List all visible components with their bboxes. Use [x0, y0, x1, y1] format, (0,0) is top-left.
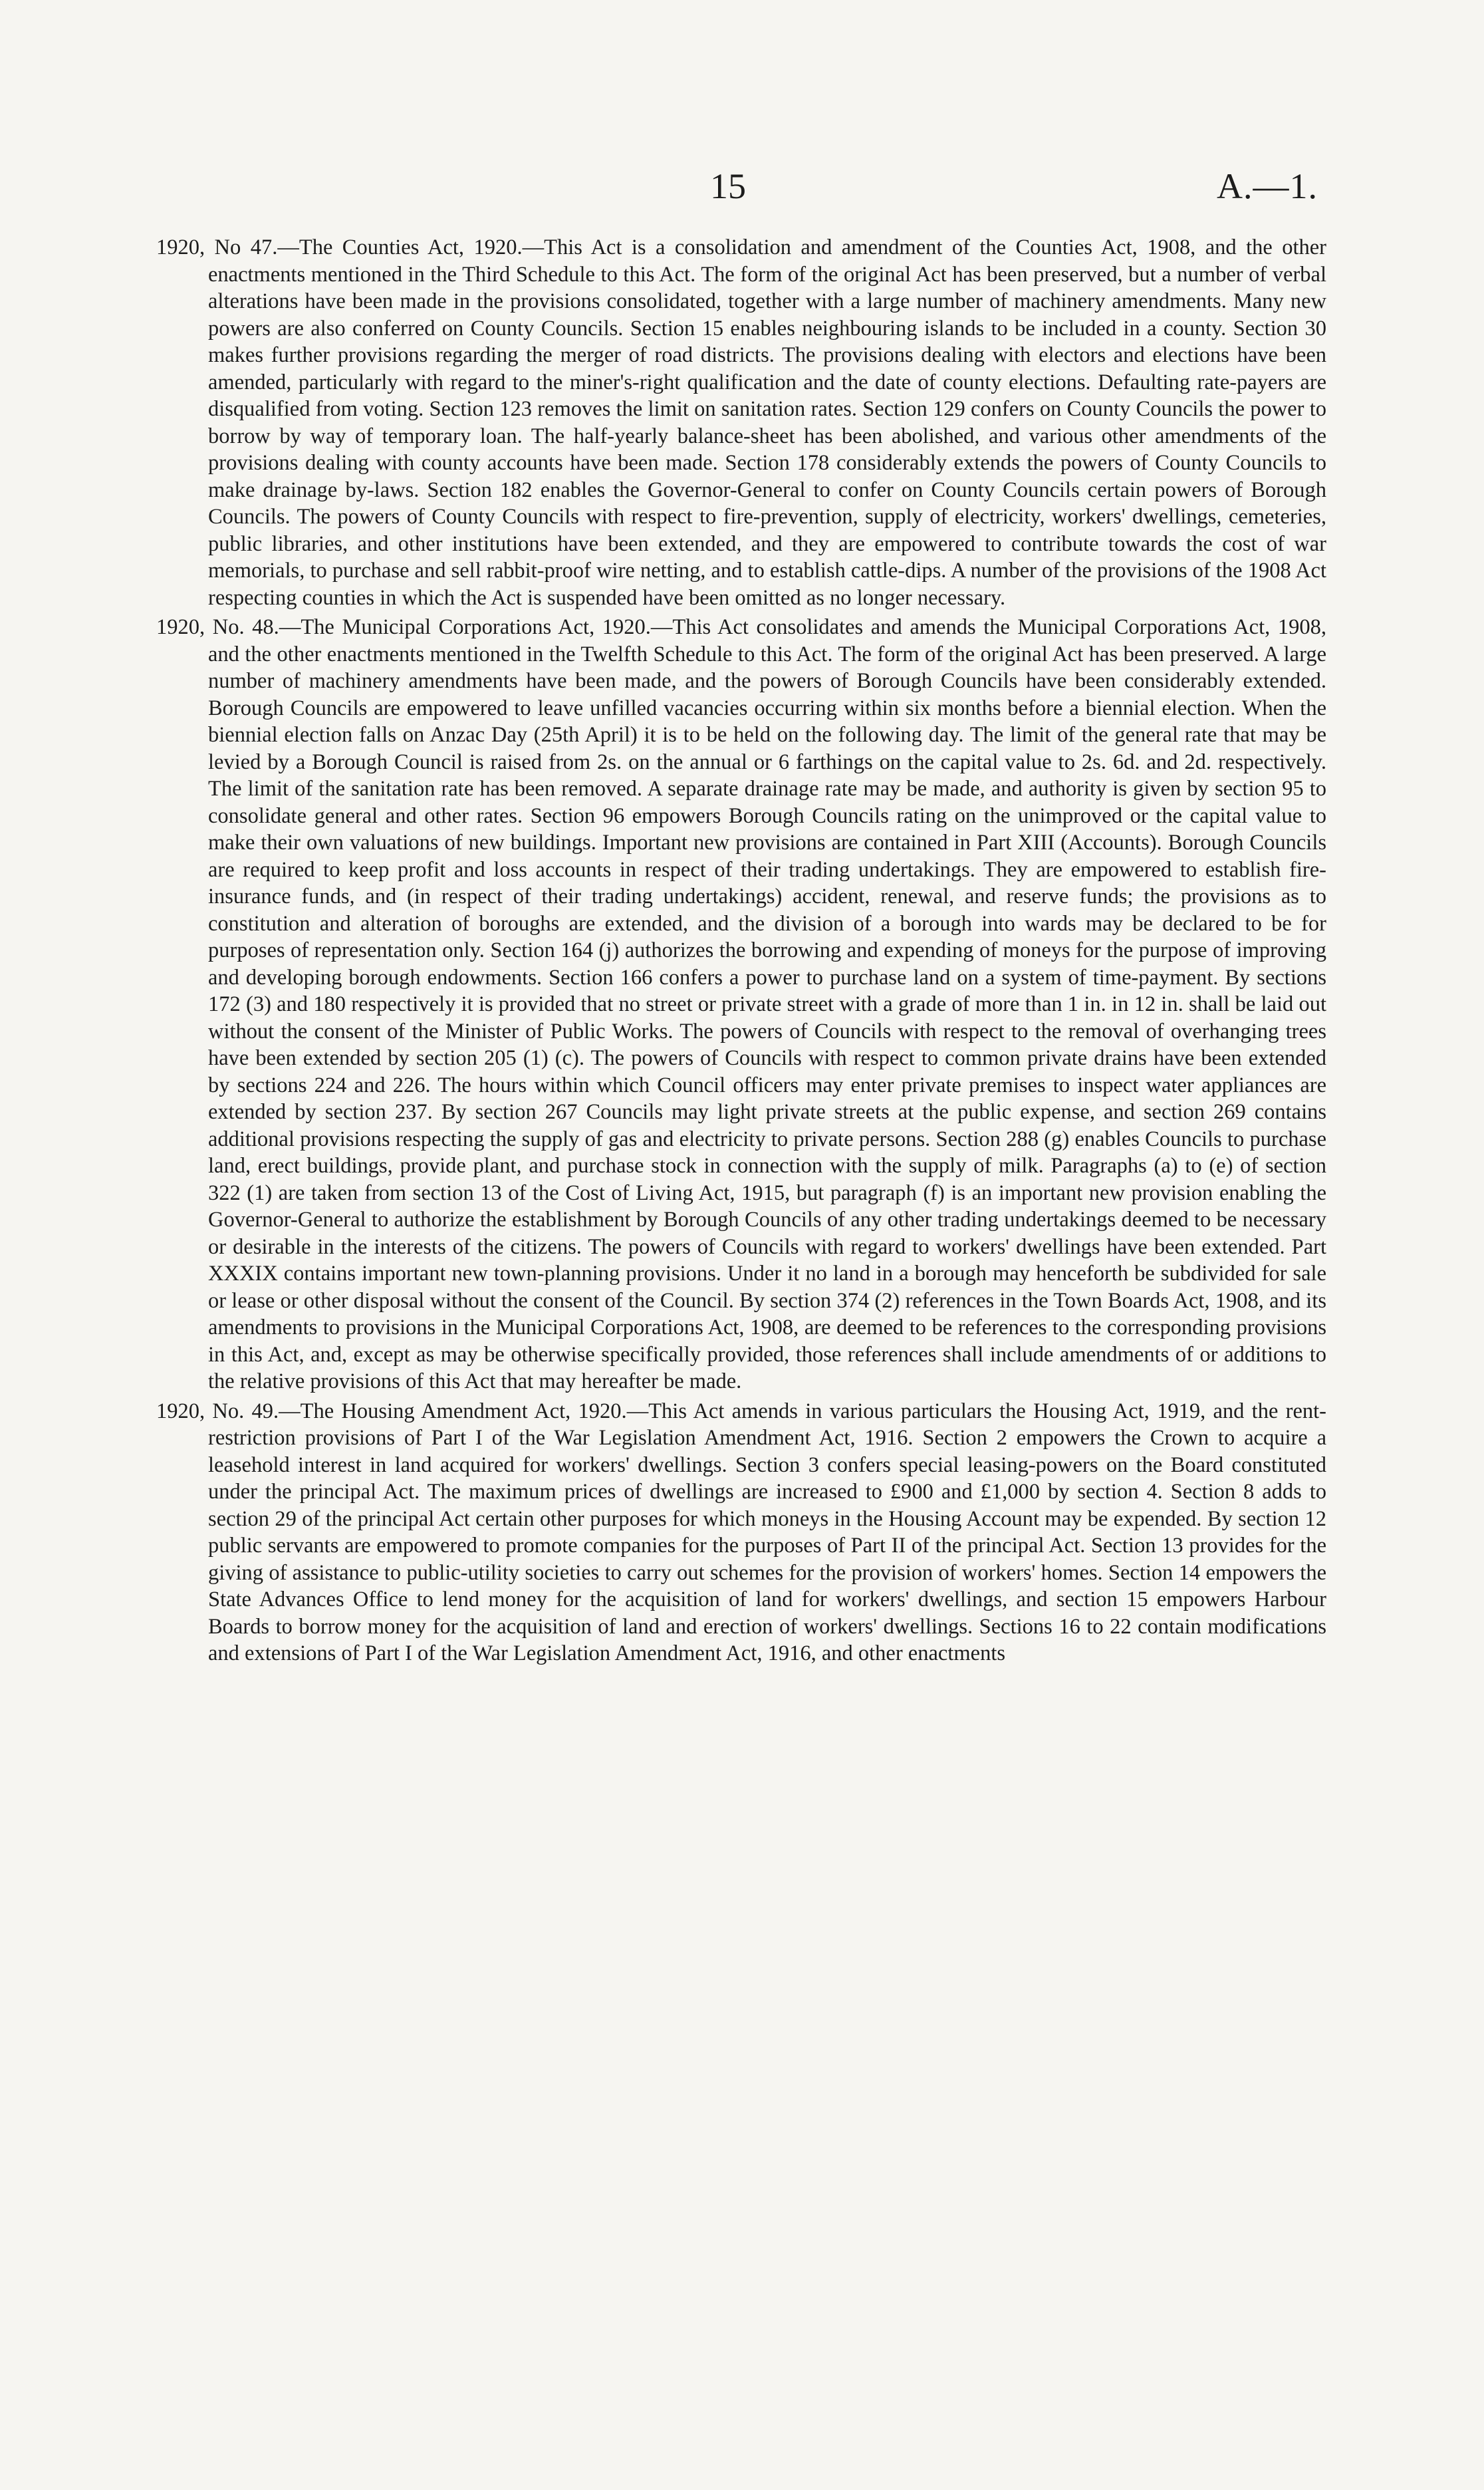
- act-summary: This Act amends in various particulars the Housing Act, 1919, and the rent-restriction provisions of Part I of the War Legislation Amendment Act, 1916. Section 2 empowers the Crown to acquire a leasehold interest in land acquired for workers' dwellings. Section 3 confers special leasing-powers on the Board constituted under the principal Act. The maximum prices of dwellings are increased to £900 and £1,000 by section 4. Section 8 adds to section 29 of the principal Act certain other purposes for which moneys in the Housing Account may be expended. By section 12 public servants are empowered to promote companies for the purposes of Part II of the principal Act. Section 13 provides for the giving of assistance to public-utility societies to carry out schemes for the provision of workers' homes. Section 14 empowers the State Advances Office to lend money for the acquisition of land for workers' dwellings, and section 15 empowers Harbour Boards to borrow money for the acquisition of land and erection of workers' dwellings. Sections 16 to 22 contain modifications and extensions of Part I of the War Legislation Amendment Act, 1916, and other enactments: [208, 1399, 1326, 1665]
- act-summary: This Act is a consolidation and amendment of the Counties Act, 1908, and the other enactments mentioned in the Third Schedule to this Act. The form of the original Act has been preserved, but a number of verbal alterations have been made in the provisions consolidated, together with a large number of machinery amendments. Many new powers are also conferred on County Councils. Section 15 enables neighbouring islands to be included in a county. Section 30 makes further provisions regarding the merger of road districts. The provisions dealing with electors and elections have been amended, particularly with regard to the miner's-right qualification and the date of county elections. Defaulting rate-payers are disqualified from voting. Section 123 removes the limit on sanitation rates. Section 129 confers on County Councils the power to borrow by way of temporary loan. The half-yearly balance-sheet has been abolished, and various other amendments of the provisions dealing with county accounts have been made. Section 178 considerably extends the powers of County Councils to make drainage by-laws. Section 182 enables the Governor-General to confer on County Councils certain powers of Borough Councils. The powers of County Councils with respect to fire-prevention, supply of electricity, workers' dwellings, cemeteries, public libraries, and other institutions have been extended, and they are empowered to contribute towards the cost of war memorials, to purchase and sell rabbit-proof wire netting, and to establish cattle-dips. A number of the provisions of the 1908 Act respecting counties in which the Act is suspended have been omitted as no longer necessary.: [208, 235, 1326, 610]
- act-reference: 1920, No. 49.: [156, 1399, 279, 1423]
- document-body: [156, 234, 1326, 1670]
- act-entry-1920-no-49: 1920, No. 49.—The Housing Amendment Act, 1920.—This Act amends in various particulars the Housing Act, 1919, and the rent-restriction provisions of Part I of the War Legislation Amendment Act, 1916. Section 2 empowers the Crown to acquire a leasehold interest in land acquired for workers' dwellings. Section 3 confers special leasing-powers on the Board constituted under the principal Act. The maximum prices of dwellings are increased to £900 and £1,000 by section 4. Section 8 adds to section 29 of the principal Act certain other purposes for which moneys in the Housing Account may be expended. By section 12 public servants are empowered to promote companies for the purposes of Part II of the principal Act. Section 13 provides for the giving of assistance to public-utility societies to carry out schemes for the provision of workers' homes. Section 14 empowers the State Advances Office to lend money for the acquisition of land for workers' dwellings, and section 15 empowers Harbour Boards to borrow money for the acquisition of land and erection of workers' dwellings. Sections 16 to 22 contain modifications and extensions of Part I of the War Legislation Amendment Act, 1916, and other enactments: [156, 1399, 1326, 1665]
- page-header: [0, 163, 1484, 216]
- act-title: The Counties Act, 1920.: [299, 235, 523, 259]
- act-title: The Housing Amendment Act, 1920.: [300, 1399, 627, 1423]
- act-reference: 1920, No. 48.: [156, 615, 279, 639]
- act-entry-1920-no-48: 1920, No. 48.—The Municipal Corporations Act, 1920.—This Act consolidates and amends the Municipal Corporations Act, 1908, and the other enactments mentioned in the Twelfth Schedule to this Act. The form of the original Act has been preserved. A large number of machinery amendments have been made, and the powers of Borough Councils have been considerably extended. Borough Councils are empowered to leave unfilled vacancies occurring within six months before a biennial election. When the biennial election falls on Anzac Day (25th April) it is to be held on the following day. The limit of the general rate that may be levied by a Borough Council is raised from 2s. on the annual or 6 farthings on the capital value to 2s. 6d. and 2d. respectively. The limit of the sanitation rate has been removed. A separate drainage rate may be made, and authority is given by section 95 to consolidate general and other rates. Section 96 empowers Borough Councils rating on the unimproved or the capital value to make their own valuations of new buildings. Important new provisions are contained in Part XIII (Accounts). Borough Councils are required to keep profit and loss accounts in respect of their trading undertakings. They are empowered to establish fire-insurance funds, and (in respect of their trading undertakings) accident, renewal, and reserve funds; the provisions as to constitution and alteration of boroughs are extended, and the division of a borough into wards may be declared to be for purposes of representation only. Section 164 (j) authorizes the borrowing and expending of moneys for the purpose of improving and developing borough endowments. Section 166 confers a power to purchase land on a system of time-payment. By sections 172 (3) and 180 respectively it is provided that no street or private street with a grade of more than 1 in. in 12 in. shall be laid out without the consent of the Minister of Public Works. The powers of Councils with respect to the removal of overhanging trees have been extended by section 205 (1) (c). The powers of Councils with respect to common private drains have been extended by sections 224 and 226. The hours within which Council officers may enter private premises to inspect water appliances are extended by section 237. By section 267 Councils may light private streets at the public expense, and section 269 contains additional provisions respecting the supply of gas and electricity to private persons. Section 288 (g) enables Councils to purchase land, erect buildings, provide plant, and purchase stock in connection with the supply of milk. Paragraphs (a) to (e) of section 322 (1) are taken from section 13 of the Cost of Living Act, 1915, but paragraph (f) is an important new provision enabling the Governor-General to authorize the establishment by Borough Councils of any other trading undertakings deemed to be necessary or desirable in the interests of the citizens. The powers of Councils with regard to workers' dwellings have been extended. Part XXXIX contains important new town-planning provisions. Under it no land in a borough may henceforth be subdivided for sale or lease or other disposal without the consent of the Council. By section 374 (2) references in the Town Boards Act, 1908, and its amendments to provisions in the Municipal Corporations Act, 1908, are deemed to be references to the corresponding provisions in this Act, and, except as may be otherwise specifically provided, those references shall include amendments of or additions to the relative provisions of this Act that may hereafter be made.: [156, 615, 1326, 1393]
- act-entry-1920-no-47: 1920, No 47.—The Counties Act, 1920.—This Act is a consolidation and amendment of the Counties Act, 1908, and the other enactments mentioned in the Third Schedule to this Act. The form of the original Act has been preserved, but a number of verbal alterations have been made in the provisions consolidated, together with a large number of machinery amendments. Many new powers are also conferred on County Councils. Section 15 enables neighbouring islands to be included in a county. Section 30 makes further provisions regarding the merger of road districts. The provisions dealing with electors and elections have been amended, particularly with regard to the miner's-right qualification and the date of county elections. Defaulting rate-payers are disqualified from voting. Section 123 removes the limit on sanitation rates. Section 129 confers on County Councils the power to borrow by way of temporary loan. The half-yearly balance-sheet has been abolished, and various other amendments of the provisions dealing with county accounts have been made. Section 178 considerably extends the powers of County Councils to make drainage by-laws. Section 182 enables the Governor-General to confer on County Councils certain powers of Borough Councils. The powers of County Councils with respect to fire-prevention, supply of electricity, workers' dwellings, cemeteries, public libraries, and other institutions have been extended, and they are empowered to contribute towards the cost of war memorials, to purchase and sell rabbit-proof wire netting, and to establish cattle-dips. A number of the provisions of the 1908 Act respecting counties in which the Act is suspended have been omitted as no longer necessary.: [156, 235, 1326, 610]
- page-number: 15: [710, 166, 746, 206]
- act-reference: 1920, No 47.: [156, 235, 278, 259]
- act-title: The Municipal Corporations Act, 1920.: [301, 615, 651, 639]
- paper-code: A.—1.: [1217, 166, 1318, 206]
- act-summary: This Act consolidates and amends the Municipal Corporations Act, 1908, and the other enactments mentioned in the Twelfth Schedule to this Act. The form of the original Act has been preserved. A large number of machinery amendments have been made, and the powers of Borough Councils have been considerably extended. Borough Councils are empowered to leave unfilled vacancies occurring within six months before a biennial election. When the biennial election falls on Anzac Day (25th April) it is to be held on the following day. The limit of the general rate that may be levied by a Borough Council is raised from 2s. on the annual or 6 farthings on the capital value to 2s. 6d. and 2d. respectively. The limit of the sanitation rate has been removed. A separate drainage rate may be made, and authority is given by section 95 to consolidate general and other rates. Section 96 empowers Borough Councils rating on the unimproved or the capital value to make their own valuations of new buildings. Important new provisions are contained in Part XIII (Accounts). Borough Councils are required to keep profit and loss accounts in respect of their trading undertakings. They are empowered to establish fire-insurance funds, and (in respect of their trading undertakings) accident, renewal, and reserve funds; the provisions as to constitution and alteration of boroughs are extended, and the division of a borough into wards may be declared to be for purposes of representation only. Section 164 (j) authorizes the borrowing and expending of moneys for the purpose of improving and developing borough endowments. Section 166 confers a power to purchase land on a system of time-payment. By sections 172 (3) and 180 respectively it is provided that no street or private street with a grade of more than 1 in. in 12 in. shall be laid out without the consent of the Minister of Public Works. The powers of Councils with respect to the removal of overhanging trees have been extended by section 205 (1) (c). The powers of Councils with respect to common private drains have been extended by sections 224 and 226. The hours within which Council officers may enter private premises to inspect water appliances are extended by section 237. By section 267 Councils may light private streets at the public expense, and section 269 contains additional provisions respecting the supply of gas and electricity to private persons. Section 288 (g) enables Councils to purchase land, erect buildings, provide plant, and purchase stock in connection with the supply of milk. Paragraphs (a) to (e) of section 322 (1) are taken from section 13 of the Cost of Living Act, 1915, but paragraph (f) is an important new provision enabling the Governor-General to authorize the establishment by Borough Councils of any other trading undertakings deemed to be necessary or desirable in the interests of the citizens. The powers of Councils with regard to workers' dwellings have been extended. Part XXXIX contains important new town-planning provisions. Under it no land in a borough may henceforth be subdivided for sale or lease or other disposal without the consent of the Council. By section 374 (2) references in the Town Boards Act, 1908, and its amendments to provisions in the Municipal Corporations Act, 1908, are deemed to be references to the corresponding provisions in this Act, and, except as may be otherwise specifically provided, those references shall include amendments of or additions to the relative provisions of this Act that may hereafter be made.: [208, 615, 1326, 1393]
